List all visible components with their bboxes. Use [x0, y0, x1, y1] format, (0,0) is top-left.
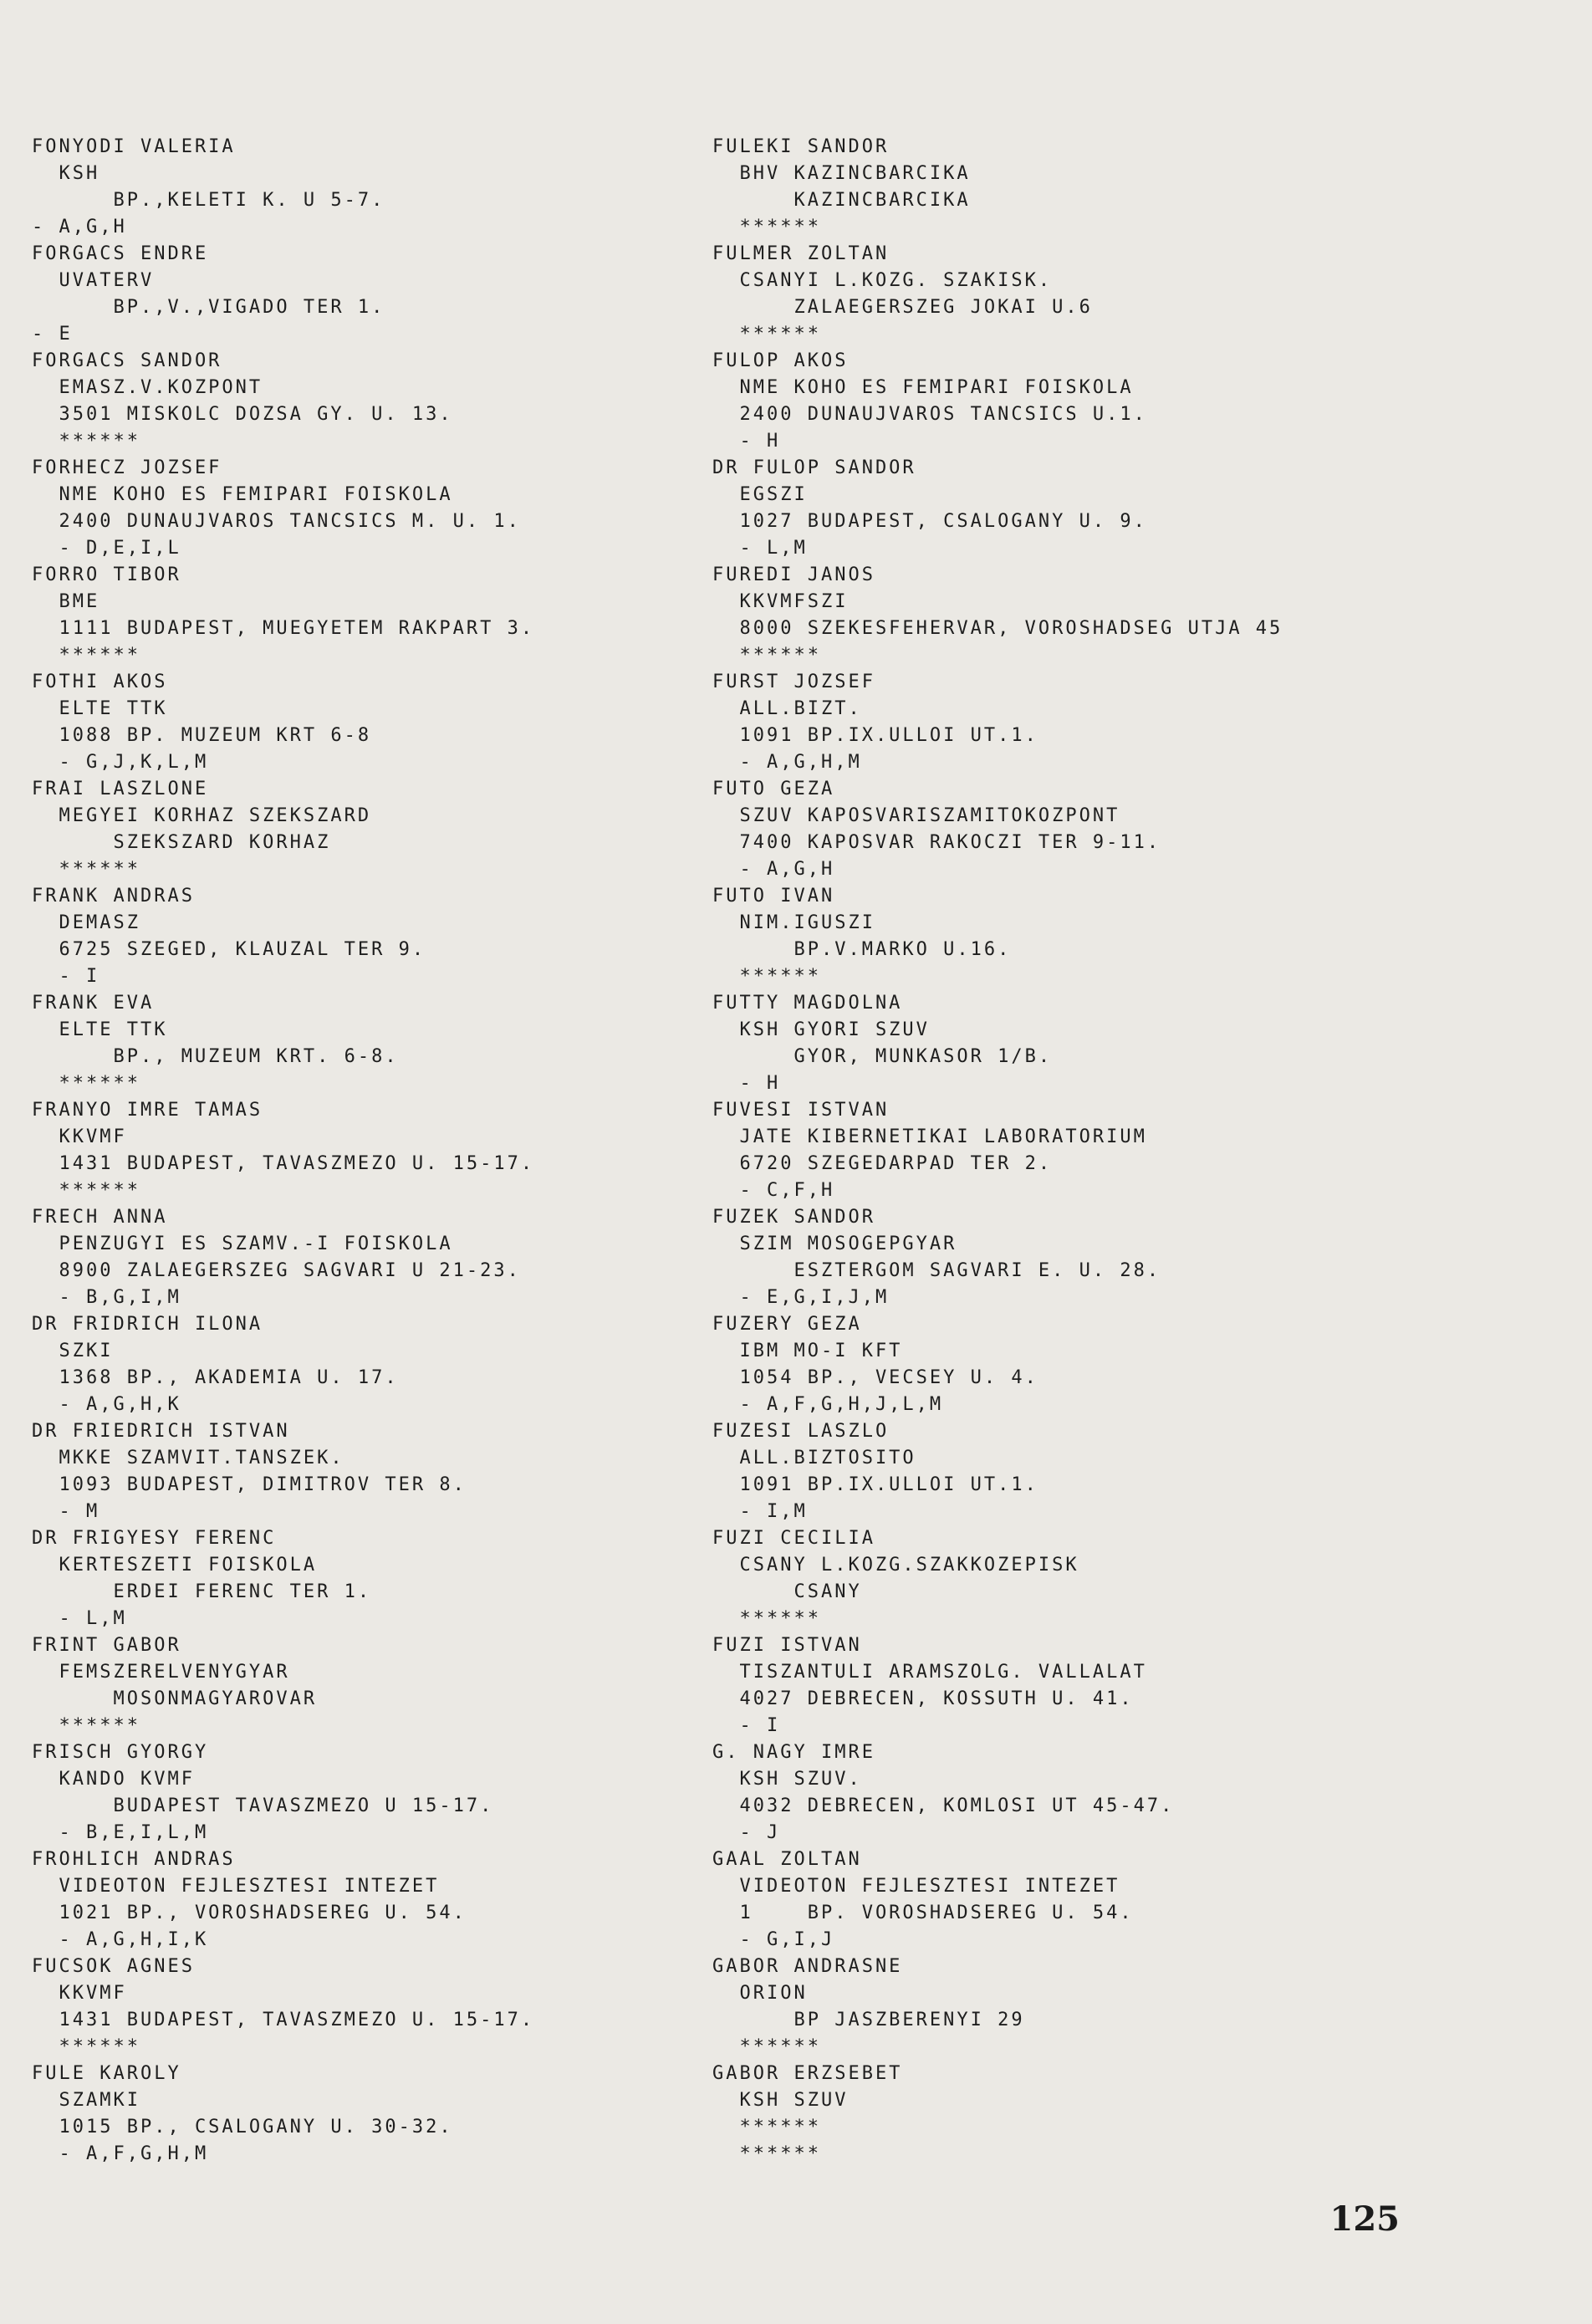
directory-line: ****** [32, 859, 140, 880]
directory-line: JATE KIBERNETIKAI LABORATORIUM [712, 1126, 1147, 1147]
directory-line: FORGACS ENDRE [32, 243, 209, 264]
directory-line: ****** [712, 217, 821, 238]
directory-line: CSANYI L.KOZG. SZAKISK. [712, 270, 1053, 291]
directory-line: ESZTERGOM SAGVARI E. U. 28. [712, 1260, 1161, 1281]
directory-line: SZUV KAPOSVARISZAMITOKOZPONT [712, 805, 1120, 826]
right-column [712, 134, 1565, 2168]
directory-line: IBM MO-I KFT [712, 1341, 903, 1361]
directory-line: KERTESZETI FOISKOLA [32, 1555, 318, 1576]
directory-line: 8900 ZALAEGERSZEG SAGVARI U 21-23. [32, 1260, 521, 1281]
directory-line: FRAI LASZLONE [32, 779, 209, 799]
directory-line: FULMER ZOLTAN [712, 243, 890, 264]
directory-line: FUTTY MAGDOLNA [712, 993, 903, 1014]
directory-line: ORION [712, 1983, 808, 2004]
directory-line: - A,G,H,K [32, 1394, 181, 1415]
directory-line: 6725 SZEGED, KLAUZAL TER 9. [32, 939, 426, 960]
directory-line: - A,G,H [712, 859, 835, 880]
directory-line: FRANK EVA [32, 993, 155, 1014]
directory-line: ****** [32, 645, 140, 666]
directory-line: SZIM MOSOGEPGYAR [712, 1234, 957, 1254]
directory-line: CSANY L.KOZG.SZAKKOZEPISK [712, 1555, 1079, 1576]
directory-line: - A,G,H [32, 217, 127, 238]
directory-line: G. NAGY IMRE [712, 1742, 875, 1763]
directory-line: FORHECZ JOZSEF [32, 457, 222, 478]
directory-line: 7400 KAPOSVAR RAKOCZI TER 9-11. [712, 832, 1161, 853]
directory-line: - A,G,H,M [712, 752, 862, 773]
directory-line: 1368 BP., AKADEMIA U. 17. [32, 1367, 399, 1388]
directory-line: ****** [32, 1073, 140, 1094]
directory-line: VIDEOTON FEJLESZTESI INTEZET [32, 1876, 440, 1897]
directory-line: FUZI CECILIA [712, 1528, 875, 1549]
directory-line: 1088 BP. MUZEUM KRT 6-8 [32, 725, 372, 746]
directory-line: KKVMFSZI [712, 591, 849, 612]
directory-line: SZEKSZARD KORHAZ [32, 832, 331, 853]
directory-line: 1091 BP.IX.ULLOI UT.1. [712, 725, 1038, 746]
directory-line: ELTE TTK [32, 698, 168, 719]
directory-line: MEGYEI KORHAZ SZEKSZARD [32, 805, 372, 826]
directory-line: - A,G,H,I,K [32, 1929, 209, 1950]
directory-line: FUZESI LASZLO [712, 1421, 890, 1442]
directory-line: 2400 DUNAUJVAROS TANCSICS M. U. 1. [32, 511, 521, 532]
directory-line: KANDO KVMF [32, 1769, 195, 1790]
directory-line: FRANYO IMRE TAMAS [32, 1100, 263, 1121]
directory-line: 8000 SZEKESFEHERVAR, VOROSHADSEG UTJA 45 [712, 618, 1283, 639]
directory-line: 1 BP. VOROSHADSEREG U. 54. [712, 1903, 1134, 1923]
directory-line: FURST JOZSEF [712, 672, 875, 692]
directory-line: GABOR ANDRASNE [712, 1956, 903, 1977]
directory-line: FUZI ISTVAN [712, 1635, 862, 1656]
directory-line: BHV KAZINCBARCIKA [712, 163, 971, 184]
directory-line: NME KOHO ES FEMIPARI FOISKOLA [712, 377, 1134, 398]
directory-line: ****** [32, 1715, 140, 1736]
directory-line: 1431 BUDAPEST, TAVASZMEZO U. 15-17. [32, 2010, 535, 2030]
directory-line: ****** [712, 2036, 821, 2057]
directory-line: BP.V.MARKO U.16. [712, 939, 1012, 960]
directory-line: KSH SZUV [712, 2090, 849, 2111]
directory-line: 1093 BUDAPEST, DIMITROV TER 8. [32, 1474, 467, 1495]
directory-line: FORRO TIBOR [32, 564, 181, 585]
directory-line: 1054 BP., VECSEY U. 4. [712, 1367, 1038, 1388]
directory-line: - G,I,J [712, 1929, 835, 1950]
directory-line: - I,M [712, 1501, 808, 1522]
directory-line: FUTO IVAN [712, 886, 835, 907]
directory-line: FULE KAROLY [32, 2063, 181, 2084]
directory-line: FRINT GABOR [32, 1635, 181, 1656]
directory-line: SZAMKI [32, 2090, 140, 2111]
directory-line: MOSONMAGYAROVAR [32, 1688, 318, 1709]
directory-line: - B,G,I,M [32, 1287, 181, 1308]
directory-line: KSH SZUV. [712, 1769, 862, 1790]
directory-line: GYOR, MUNKASOR 1/B. [712, 1046, 1053, 1067]
directory-line: - C,F,H [712, 1180, 835, 1201]
directory-line: - E [32, 324, 73, 345]
directory-line: DR FRIEDRICH ISTVAN [32, 1421, 290, 1442]
directory-line: - D,E,I,L [32, 538, 181, 559]
directory-line: FUTO GEZA [712, 779, 835, 799]
directory-line: FRECH ANNA [32, 1207, 168, 1228]
directory-line: - A,F,G,H,M [32, 2143, 209, 2164]
directory-line: PENZUGYI ES SZAMV.-I FOISKOLA [32, 1234, 453, 1254]
directory-line: ****** [712, 2117, 821, 2138]
directory-line: BP.,KELETI K. U 5-7. [32, 190, 385, 211]
directory-line: ALL.BIZTOSITO [712, 1448, 916, 1468]
directory-line: 2400 DUNAUJVAROS TANCSICS U.1. [712, 404, 1147, 425]
directory-line: FUCSOK AGNES [32, 1956, 195, 1977]
directory-line: FUZERY GEZA [712, 1314, 862, 1335]
directory-line: 1027 BUDAPEST, CSALOGANY U. 9. [712, 511, 1147, 532]
directory-line: 1431 BUDAPEST, TAVASZMEZO U. 15-17. [32, 1153, 535, 1174]
directory-line: MKKE SZAMVIT.TANSZEK. [32, 1448, 344, 1468]
directory-line: 1021 BP., VOROSHADSEREG U. 54. [32, 1903, 467, 1923]
directory-line: BP.,V.,VIGADO TER 1. [32, 297, 385, 318]
directory-line: KSH [32, 163, 100, 184]
directory-line: ****** [712, 645, 821, 666]
directory-line: FOTHI AKOS [32, 672, 168, 692]
directory-line: GABOR ERZSEBET [712, 2063, 903, 2084]
directory-line: 1015 BP., CSALOGANY U. 30-32. [32, 2117, 453, 2138]
directory-line: ERDEI FERENC TER 1. [32, 1581, 372, 1602]
directory-line: - M [32, 1501, 100, 1522]
directory-line: - H [712, 1073, 781, 1094]
directory-line: ****** [712, 966, 821, 987]
directory-line: 1091 BP.IX.ULLOI UT.1. [712, 1474, 1038, 1495]
directory-line: FONYODI VALERIA [32, 136, 236, 157]
directory-line: NME KOHO ES FEMIPARI FOISKOLA [32, 484, 453, 505]
directory-line: - L,M [712, 538, 808, 559]
directory-line: DR FULOP SANDOR [712, 457, 916, 478]
directory-line: EGSZI [712, 484, 808, 505]
directory-line: NIM.IGUSZI [712, 912, 875, 933]
directory-line: ****** [712, 324, 821, 345]
directory-line: DR FRIGYESY FERENC [32, 1528, 277, 1549]
directory-line: FUVESI ISTVAN [712, 1100, 890, 1121]
directory-line: ALL.BIZT. [712, 698, 862, 719]
directory-line: BME [32, 591, 100, 612]
directory-line: 6720 SZEGEDARPAD TER 2. [712, 1153, 1053, 1174]
directory-line: ****** [712, 2143, 821, 2164]
directory-line: CSANY [712, 1581, 862, 1602]
directory-line: - I [32, 966, 100, 987]
directory-line: BUDAPEST TAVASZMEZO U 15-17. [32, 1795, 494, 1816]
directory-line: BP JASZBERENYI 29 [712, 2010, 1025, 2030]
directory-line: ****** [32, 431, 140, 452]
directory-line: FULEKI SANDOR [712, 136, 890, 157]
directory-line: KSH GYORI SZUV [712, 1019, 930, 1040]
directory-line: 4027 DEBRECEN, KOSSUTH U. 41. [712, 1688, 1134, 1709]
directory-line: FRANK ANDRAS [32, 886, 195, 907]
directory-line: TISZANTULI ARAMSZOLG. VALLALAT [712, 1662, 1147, 1683]
directory-line: FEMSZERELVENYGYAR [32, 1662, 290, 1683]
directory-line: VIDEOTON FEJLESZTESI INTEZET [712, 1876, 1120, 1897]
left-column [32, 134, 684, 2168]
directory-line: UVATERV [32, 270, 155, 291]
directory-line: FUZEK SANDOR [712, 1207, 875, 1228]
directory-line: BP., MUZEUM KRT. 6-8. [32, 1046, 399, 1067]
directory-line: ****** [32, 2036, 140, 2057]
directory-line: FULOP AKOS [712, 350, 849, 371]
page-number: 125 [1329, 2199, 1400, 2239]
directory-line: - I [712, 1715, 781, 1736]
directory-line: ****** [712, 1608, 821, 1629]
directory-line: DR FRIDRICH ILONA [32, 1314, 263, 1335]
directory-line: 1111 BUDAPEST, MUEGYETEM RAKPART 3. [32, 618, 535, 639]
directory-line: - L,M [32, 1608, 127, 1629]
directory-line: - B,E,I,L,M [32, 1822, 209, 1843]
directory-line: ELTE TTK [32, 1019, 168, 1040]
directory-line: FORGACS SANDOR [32, 350, 222, 371]
directory-line: - H [712, 431, 781, 452]
directory-line: KKVMF [32, 1983, 127, 2004]
directory-line: - G,J,K,L,M [32, 752, 209, 773]
directory-line: FUREDI JANOS [712, 564, 875, 585]
directory-line: ZALAEGERSZEG JOKAI U.6 [712, 297, 1093, 318]
directory-line: SZKI [32, 1341, 114, 1361]
directory-line: KKVMF [32, 1126, 127, 1147]
directory-line: GAAL ZOLTAN [712, 1849, 862, 1870]
directory-line: EMASZ.V.KOZPONT [32, 377, 263, 398]
directory-line: - E,G,I,J,M [712, 1287, 890, 1308]
directory-line: ****** [32, 1180, 140, 1201]
directory-line: FROHLICH ANDRAS [32, 1849, 236, 1870]
directory-line: - A,F,G,H,J,L,M [712, 1394, 944, 1415]
directory-line: 3501 MISKOLC DOZSA GY. U. 13. [32, 404, 453, 425]
directory-line: - J [712, 1822, 781, 1843]
directory-line: 4032 DEBRECEN, KOMLOSI UT 45-47. [712, 1795, 1175, 1816]
directory-line: KAZINCBARCIKA [712, 190, 971, 211]
directory-line: DEMASZ [32, 912, 140, 933]
directory-line: FRISCH GYORGY [32, 1742, 209, 1763]
